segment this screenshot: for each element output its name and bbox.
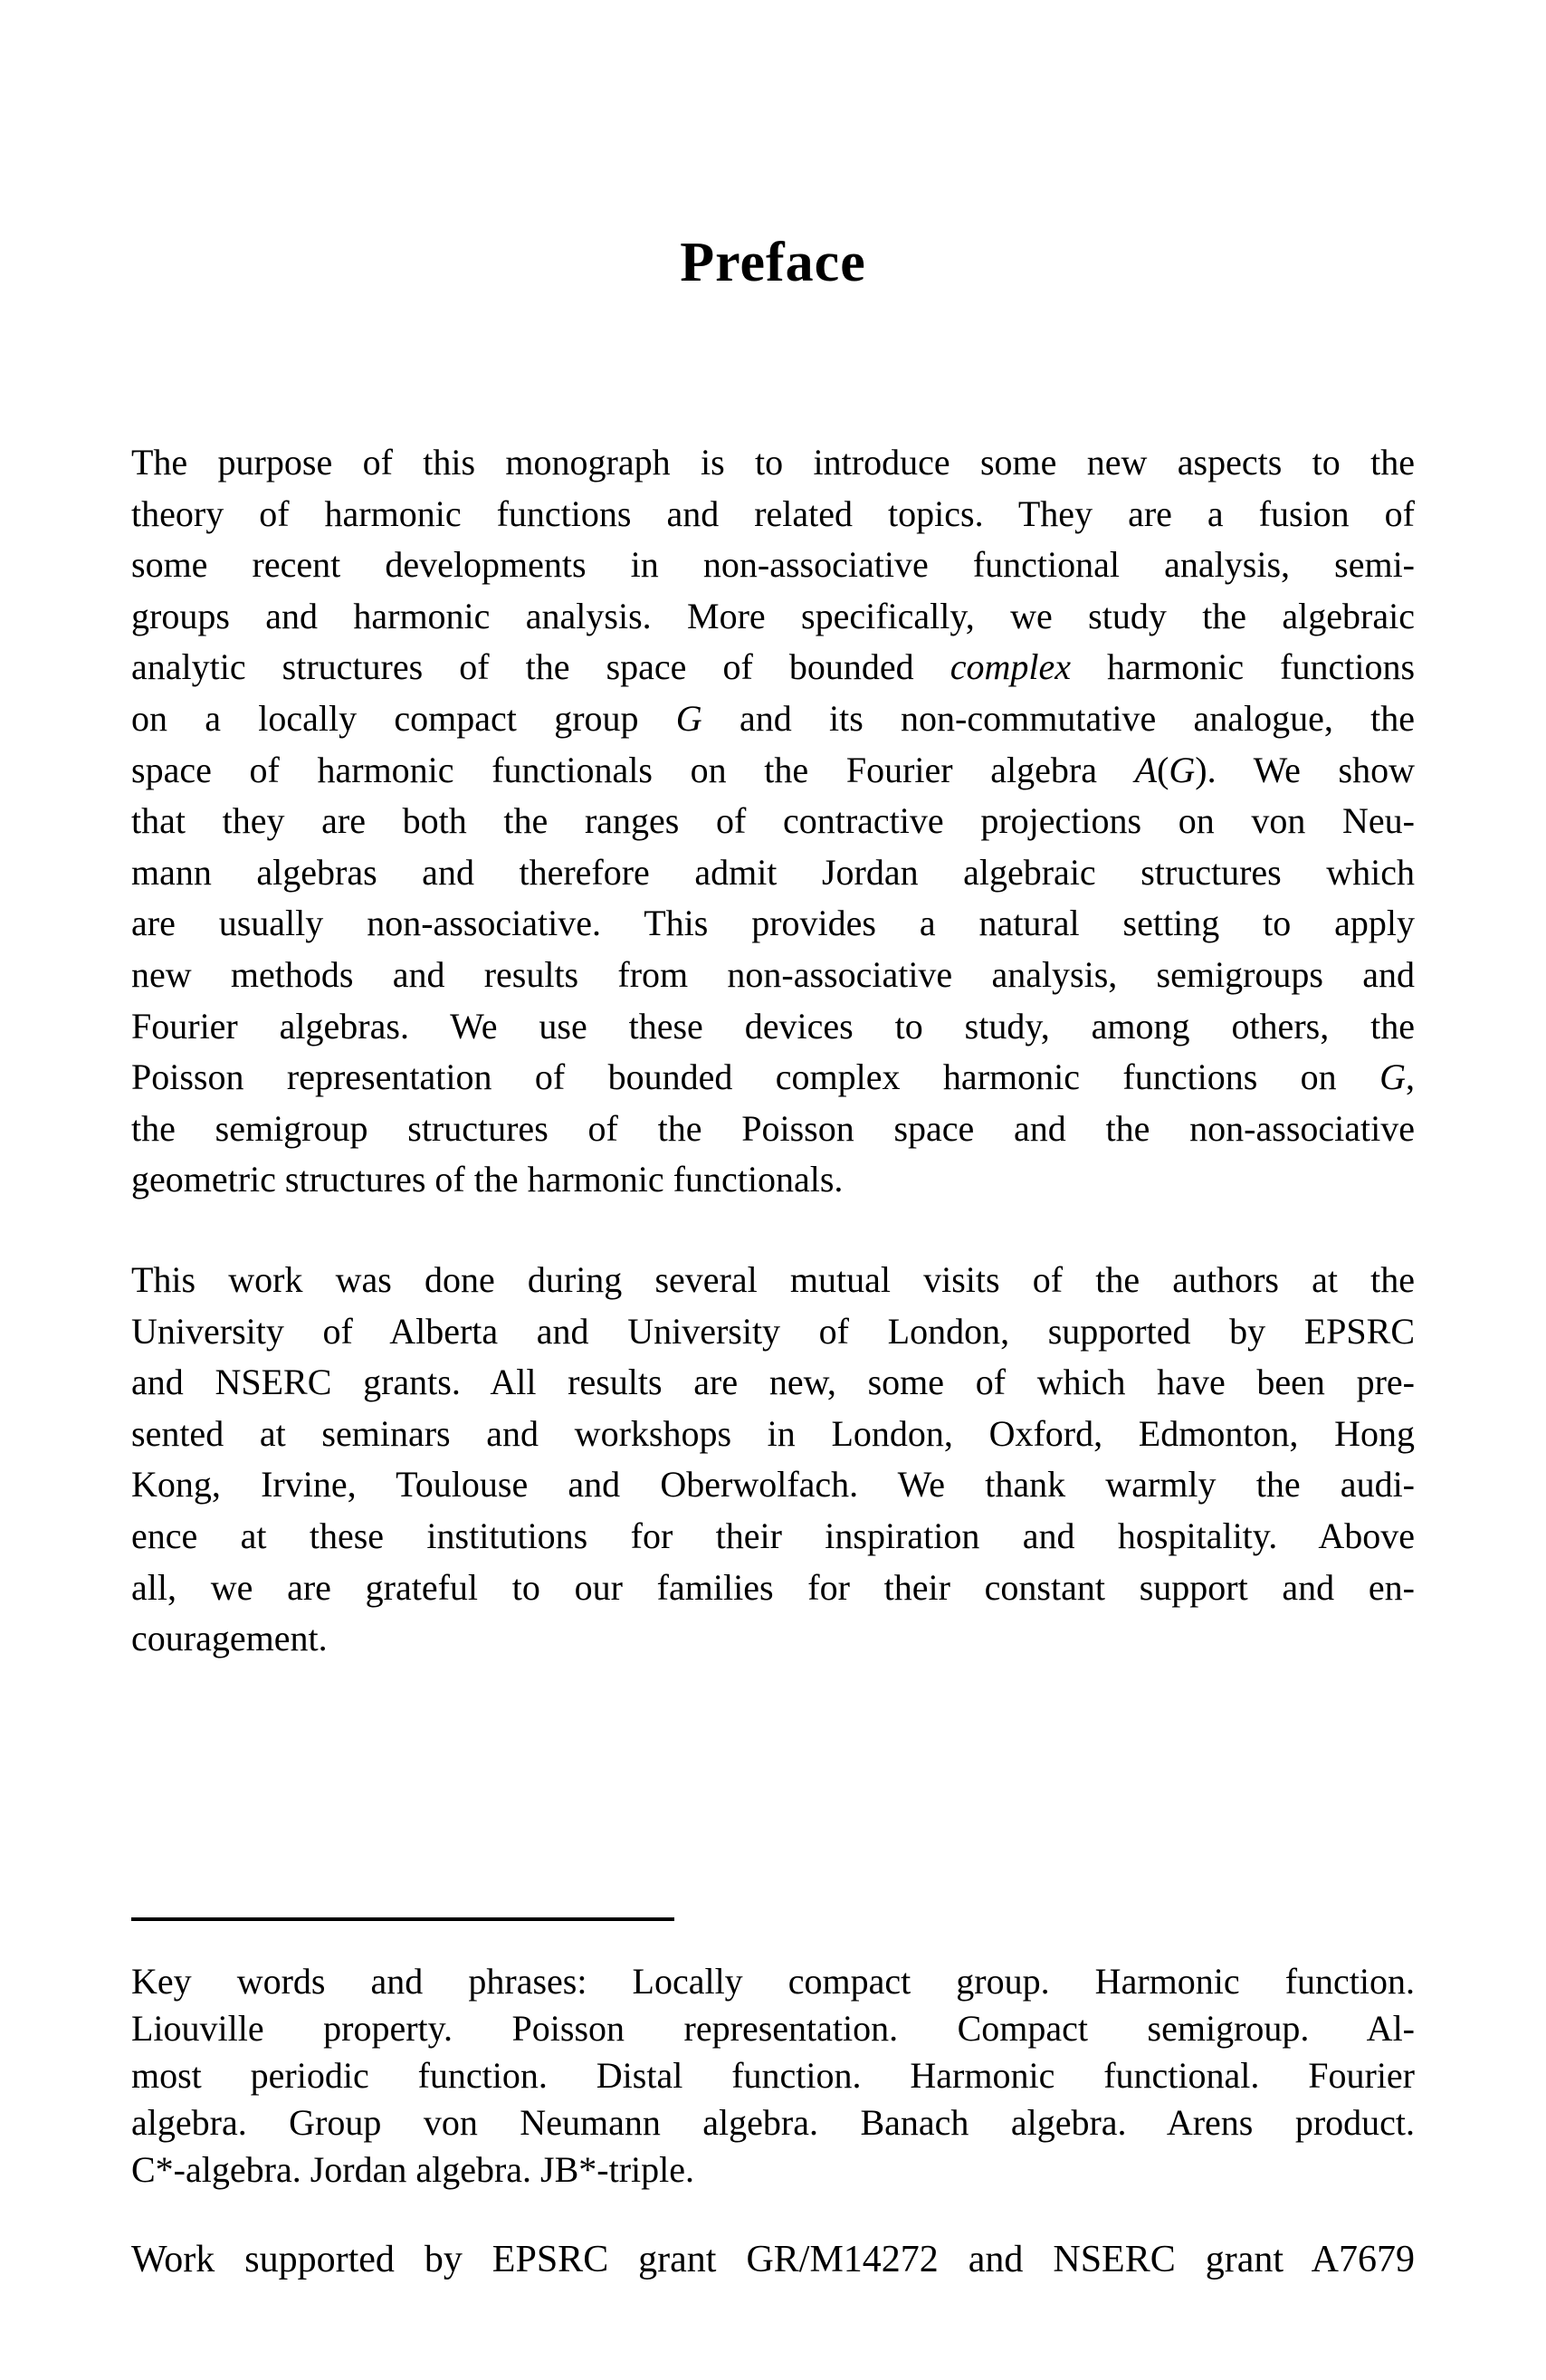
text-line: C*-algebra. Jordan algebra. JB*-triple. [131, 2149, 695, 2190]
footnote-grant-support [131, 2234, 1415, 2285]
text-line: University of Alberta and University of London, supported by EPSRC [131, 1310, 1415, 1352]
footnote-rule [131, 1917, 674, 1921]
page-title: Preface [680, 232, 866, 293]
text-line: and NSERC grants. All results are new, some of which have been pre- [131, 1362, 1415, 1403]
paragraph-1 [131, 437, 1415, 1206]
paragraph-2 [131, 1255, 1415, 1665]
text-line: Fourier algebras. We use these devices to study, among others, the [131, 1005, 1415, 1047]
text-line: groups and harmonic analysis. More specifically, we study the algebraic [131, 595, 1415, 636]
text-line: ence at these institutions for their inspiration and hospitality. Above [131, 1515, 1415, 1556]
text-line: The purpose of this monograph is to introduce some new aspects to the [131, 442, 1415, 483]
text-line: that they are both the ranges of contractive projections on von Neu- [131, 800, 1415, 842]
text-line: Key words and phrases: Locally compact group. Harmonic function. [131, 1961, 1415, 2002]
text-line: Poisson representation of bounded complex harmonic functions on G, [131, 1056, 1415, 1098]
text-line: the semigroup structures of the Poisson space and the non-associative [131, 1107, 1415, 1149]
text-line: This work was done during several mutual visits of the authors at the [131, 1259, 1415, 1300]
text-line: new methods and results from non-associative analysis, semigroups and [131, 953, 1415, 995]
text-line: sented at seminars and workshops in London, Oxford, Edmonton, Hong [131, 1412, 1415, 1454]
text-line: Work supported by EPSRC grant GR/M14272 and NSERC grant A7679 [131, 2239, 1415, 2280]
text-line: theory of harmonic functions and related topics. They are a fusion of [131, 492, 1415, 534]
text-line: mann algebras and therefore admit Jordan algebraic structures which [131, 851, 1415, 893]
footnote-keywords [131, 1958, 1415, 2194]
text-line: Kong, Irvine, Toulouse and Oberwolfach. We thank warmly the audi- [131, 1464, 1415, 1505]
text-line: on a locally compact group G and its non-commutative analogue, the [131, 697, 1415, 739]
text-line: Liouville property. Poisson representation. Compact semigroup. Al- [131, 2008, 1415, 2049]
text-line: most periodic function. Distal function. Harmonic functional. Fourier [131, 2055, 1415, 2096]
text-line: geometric structures of the harmonic functionals. [131, 1159, 844, 1200]
text-line: couragement. [131, 1618, 328, 1659]
text-line: space of harmonic functionals on the Fourier algebra A(G). We show [131, 749, 1415, 790]
text-line: all, we are grateful to our families for their constant support and en- [131, 1566, 1415, 1608]
text-line: are usually non-associative. This provides a natural setting to apply [131, 903, 1415, 944]
text-line: analytic structures of the space of bounded complex harmonic functions [131, 646, 1416, 688]
text-line: some recent developments in non-associative functional analysis, semi- [131, 544, 1415, 586]
text-line: algebra. Group von Neumann algebra. Banach algebra. Arens product. [131, 2102, 1415, 2143]
